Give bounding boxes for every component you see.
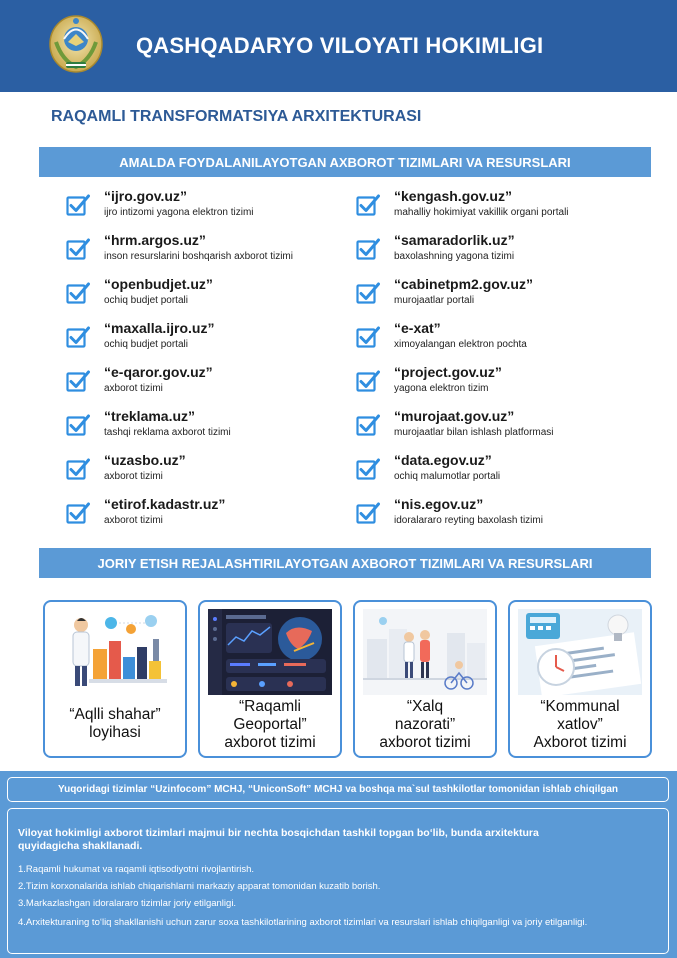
checkbox-checked-icon: [66, 281, 90, 305]
system-description: axborot tizimi: [104, 515, 163, 526]
architecture-steps: [18, 863, 658, 931]
system-name: “etirof.kadastr.uz”: [104, 496, 226, 512]
utility-bills-illustration-icon: [518, 609, 642, 695]
checkbox-checked-icon: [356, 457, 380, 481]
planned-card-label: [45, 706, 185, 742]
planned-card-aqlli-shahar: [43, 600, 187, 758]
list-item: [66, 496, 356, 532]
system-name: “cabinetpm2.gov.uz”: [394, 276, 533, 292]
system-name: “hrm.argos.uz”: [104, 232, 206, 248]
system-name: “e-xat”: [394, 320, 441, 336]
system-name: “treklama.uz”: [104, 408, 196, 424]
list-item: [356, 452, 646, 488]
document-subtitle: RAQAMLI TRANSFORMATSIYA ARXITEKTURASI: [51, 108, 422, 125]
system-description: ochiq budjet portali: [104, 295, 188, 306]
list-item: [66, 408, 356, 444]
card-label-line: nazorati”: [394, 716, 456, 733]
card-label-line: loyihasi: [89, 724, 141, 741]
architecture-info-box: [7, 808, 669, 954]
list-item: 2.Tizim korxonalarida ishlab chiqarishlarni markaziy apparat tomonidan kuzatib borish.: [18, 881, 381, 892]
list-item: [66, 188, 356, 224]
current-systems-heading: AMALDA FOYDALANILAYOTGAN AXBOROT TIZIMLARI VA RESURSLARI: [39, 147, 651, 177]
checkbox-checked-icon: [356, 325, 380, 349]
system-description: yagona elektron tizim: [394, 383, 489, 394]
system-description: ijro intizomi yagona elektron tizimi: [104, 207, 254, 218]
planned-card-geoportal: [198, 600, 342, 758]
system-name: “murojaat.gov.uz”: [394, 408, 515, 424]
list-item: [356, 364, 646, 400]
list-item: [356, 276, 646, 312]
system-description: ochiq malumotlar portali: [394, 471, 501, 482]
list-item: 4.Arxitekturaning to‘liq shakllanishi uchun zarur soxa tashkilotlarining axborot tizimlari va resurslari ishlab chiqilganligi va joriy etilganligi.: [18, 917, 588, 928]
card-label-line: “Raqamli: [238, 698, 301, 715]
card-label-line: Geoportal”: [233, 716, 307, 733]
card-label-line: xatlov”: [557, 716, 603, 733]
list-item: [66, 232, 356, 268]
planned-card-xalq-nazorati: [353, 600, 497, 758]
checkbox-checked-icon: [356, 369, 380, 393]
system-description: axborot tizimi: [104, 383, 163, 394]
card-label-line: axborot tizimi: [379, 734, 471, 751]
system-name: “e-qaror.gov.uz”: [104, 364, 213, 380]
system-name: “uzasbo.uz”: [104, 452, 186, 468]
checkbox-checked-icon: [66, 457, 90, 481]
list-item: [66, 364, 356, 400]
system-description: idoralararo reyting baxolash tizimi: [394, 515, 543, 526]
system-name: “maxalla.ijro.uz”: [104, 320, 215, 336]
system-description: murojaatlar bilan ishlash platformasi: [394, 427, 554, 438]
system-name: “nis.egov.uz”: [394, 496, 484, 512]
system-name: “ijro.gov.uz”: [104, 188, 187, 204]
system-name: “project.gov.uz”: [394, 364, 502, 380]
list-item: [66, 276, 356, 312]
checkbox-checked-icon: [66, 193, 90, 217]
list-item: [356, 320, 646, 356]
architecture-intro: Viloyat hokimligi axborot tizimlari majmui bir nechta bosqichdan tashkil topgan bo‘lib, bunda arxitektura quyidagicha shakllanadi.: [18, 827, 539, 852]
checkbox-checked-icon: [356, 501, 380, 525]
list-item: [356, 496, 646, 532]
system-description: axborot tizimi: [104, 471, 163, 482]
list-item: [66, 320, 356, 356]
system-description: inson resurslarini boshqarish axborot tizimi: [104, 251, 293, 262]
checkbox-checked-icon: [66, 501, 90, 525]
system-description: mahalliy hokimiyat vakillik organi portali: [394, 207, 569, 218]
list-item: [356, 408, 646, 444]
smart-city-illustration-icon: [53, 609, 177, 695]
planned-card-label: [510, 698, 650, 752]
planned-card-label: [200, 698, 340, 752]
checkbox-checked-icon: [66, 237, 90, 261]
state-emblem-icon: [48, 12, 104, 74]
checkbox-checked-icon: [356, 413, 380, 437]
system-description: ochiq budjet portali: [104, 339, 188, 350]
planned-card-kommunal-xatlov: [508, 600, 652, 758]
planned-card-label: [355, 698, 495, 752]
list-item: 1.Raqamli hukumat va raqamli iqtisodiyotni rivojlantirish.: [18, 864, 255, 875]
developers-note: Yuqoridagi tizimlar “Uzinfocom” MCHJ, “UniconSoft” MCHJ va boshqa ma`sul tashkilotlar tomonidan ishlab chiqilgan: [7, 777, 669, 802]
system-description: murojaatlar portali: [394, 295, 475, 306]
checkbox-checked-icon: [66, 325, 90, 349]
checkbox-checked-icon: [356, 281, 380, 305]
system-name: “kengash.gov.uz”: [394, 188, 512, 204]
planned-systems-heading: JORIY ETISH REJALASHTIRILAYOTGAN AXBOROT TIZIMLARI VA RESURSLARI: [39, 548, 651, 578]
system-description: ximoyalangan elektron pochta: [394, 339, 527, 350]
header-banner: [0, 0, 677, 92]
system-description: tashqi reklama axborot tizimi: [104, 427, 231, 438]
card-label-line: “Kommunal: [540, 698, 620, 715]
card-label-line: “Aqlli shahar”: [69, 706, 161, 723]
list-item: 3.Markazlashgan idoralararo tizimlar joriy etilganligi.: [18, 898, 237, 909]
card-label-line: axborot tizimi: [224, 734, 316, 751]
system-description: baxolashning yagona tizimi: [394, 251, 515, 262]
card-label-line: Axborot tizimi: [533, 734, 627, 751]
list-item: [356, 188, 646, 224]
system-name: “data.egov.uz”: [394, 452, 492, 468]
list-item: [356, 232, 646, 268]
public-control-illustration-icon: [363, 609, 487, 695]
list-item: [66, 452, 356, 488]
checkbox-checked-icon: [66, 369, 90, 393]
card-label-line: “Xalq: [406, 698, 444, 715]
geoportal-dashboard-illustration-icon: [208, 609, 332, 695]
footer-panel: [0, 771, 677, 958]
checkbox-checked-icon: [356, 193, 380, 217]
system-name: “openbudjet.uz”: [104, 276, 213, 292]
checkbox-checked-icon: [66, 413, 90, 437]
page-title: QASHQADARYO VILOYATI HOKIMLIGI: [136, 33, 544, 58]
checkbox-checked-icon: [356, 237, 380, 261]
system-name: “samaradorlik.uz”: [394, 232, 515, 248]
